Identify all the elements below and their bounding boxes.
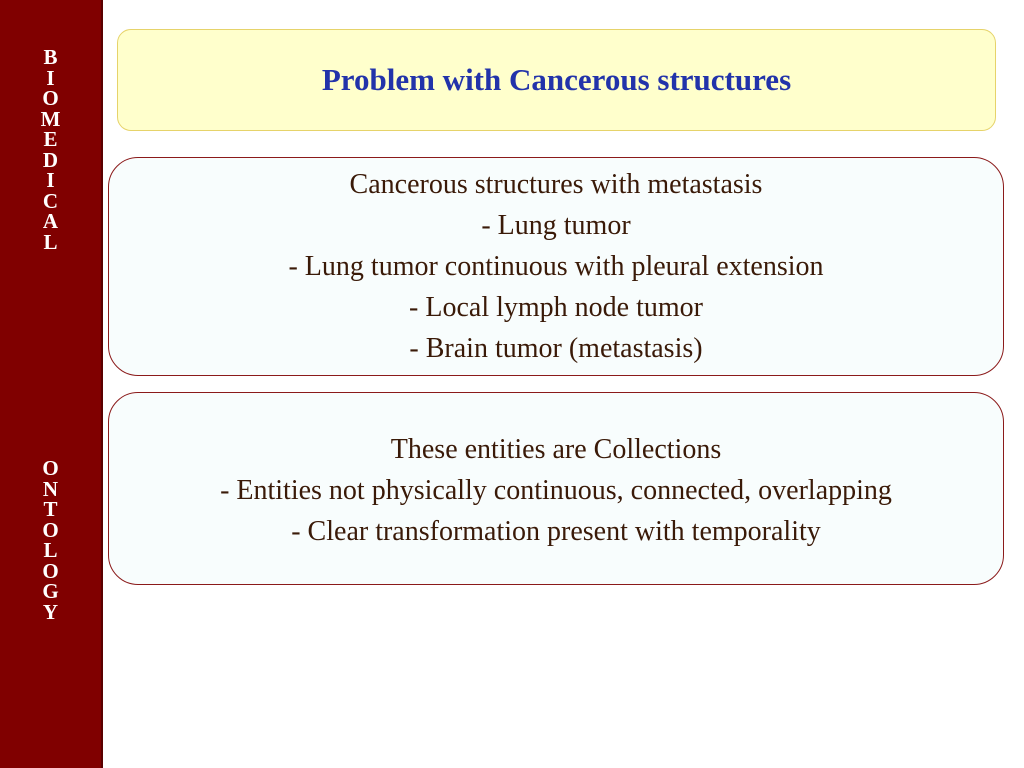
box1-item: - Lung tumor continuous with pleural extension [288, 251, 824, 282]
sidebar-letter: O [42, 517, 59, 542]
sidebar-letter: O [42, 456, 59, 480]
sidebar-letter: I [46, 168, 55, 192]
sidebar-letter: C [42, 188, 59, 213]
sidebar-letter: L [43, 229, 58, 254]
sidebar-letter: Y [42, 599, 59, 624]
box1-item: - Lung tumor [481, 210, 631, 241]
sidebar-letter: G [42, 579, 59, 603]
sidebar-letter: E [43, 127, 58, 151]
slide-title: Problem with Cancerous structures [321, 62, 792, 97]
box1-item: - Local lymph node tumor [409, 292, 703, 323]
sidebar-letter: O [42, 86, 59, 110]
metastasis-box [108, 157, 1004, 376]
vertical-word-ontology [0, 458, 101, 622]
sidebar-letter: T [43, 497, 58, 521]
sidebar-letter: I [46, 65, 55, 90]
sidebar-banner [0, 0, 103, 768]
title-box [117, 29, 996, 131]
box1-heading: Cancerous structures with metastasis [349, 169, 763, 200]
box2-item: - Clear transformation present with temporality [291, 516, 821, 547]
sidebar-letter: D [42, 147, 59, 172]
collections-box [108, 392, 1004, 585]
sidebar-letter: A [42, 209, 59, 233]
sidebar-letter: M [40, 106, 61, 131]
sidebar-letter: L [43, 538, 58, 562]
box2-heading: These entities are Collections [390, 434, 722, 465]
sidebar-letter: O [42, 558, 59, 583]
sidebar-letter: N [42, 476, 59, 501]
box2-item: - Entities not physically continuous, connected, overlapping [220, 475, 892, 506]
sidebar-letter: B [43, 45, 58, 69]
box1-item: - Brain tumor (metastasis) [409, 333, 703, 364]
vertical-word-biomedical [0, 47, 101, 252]
